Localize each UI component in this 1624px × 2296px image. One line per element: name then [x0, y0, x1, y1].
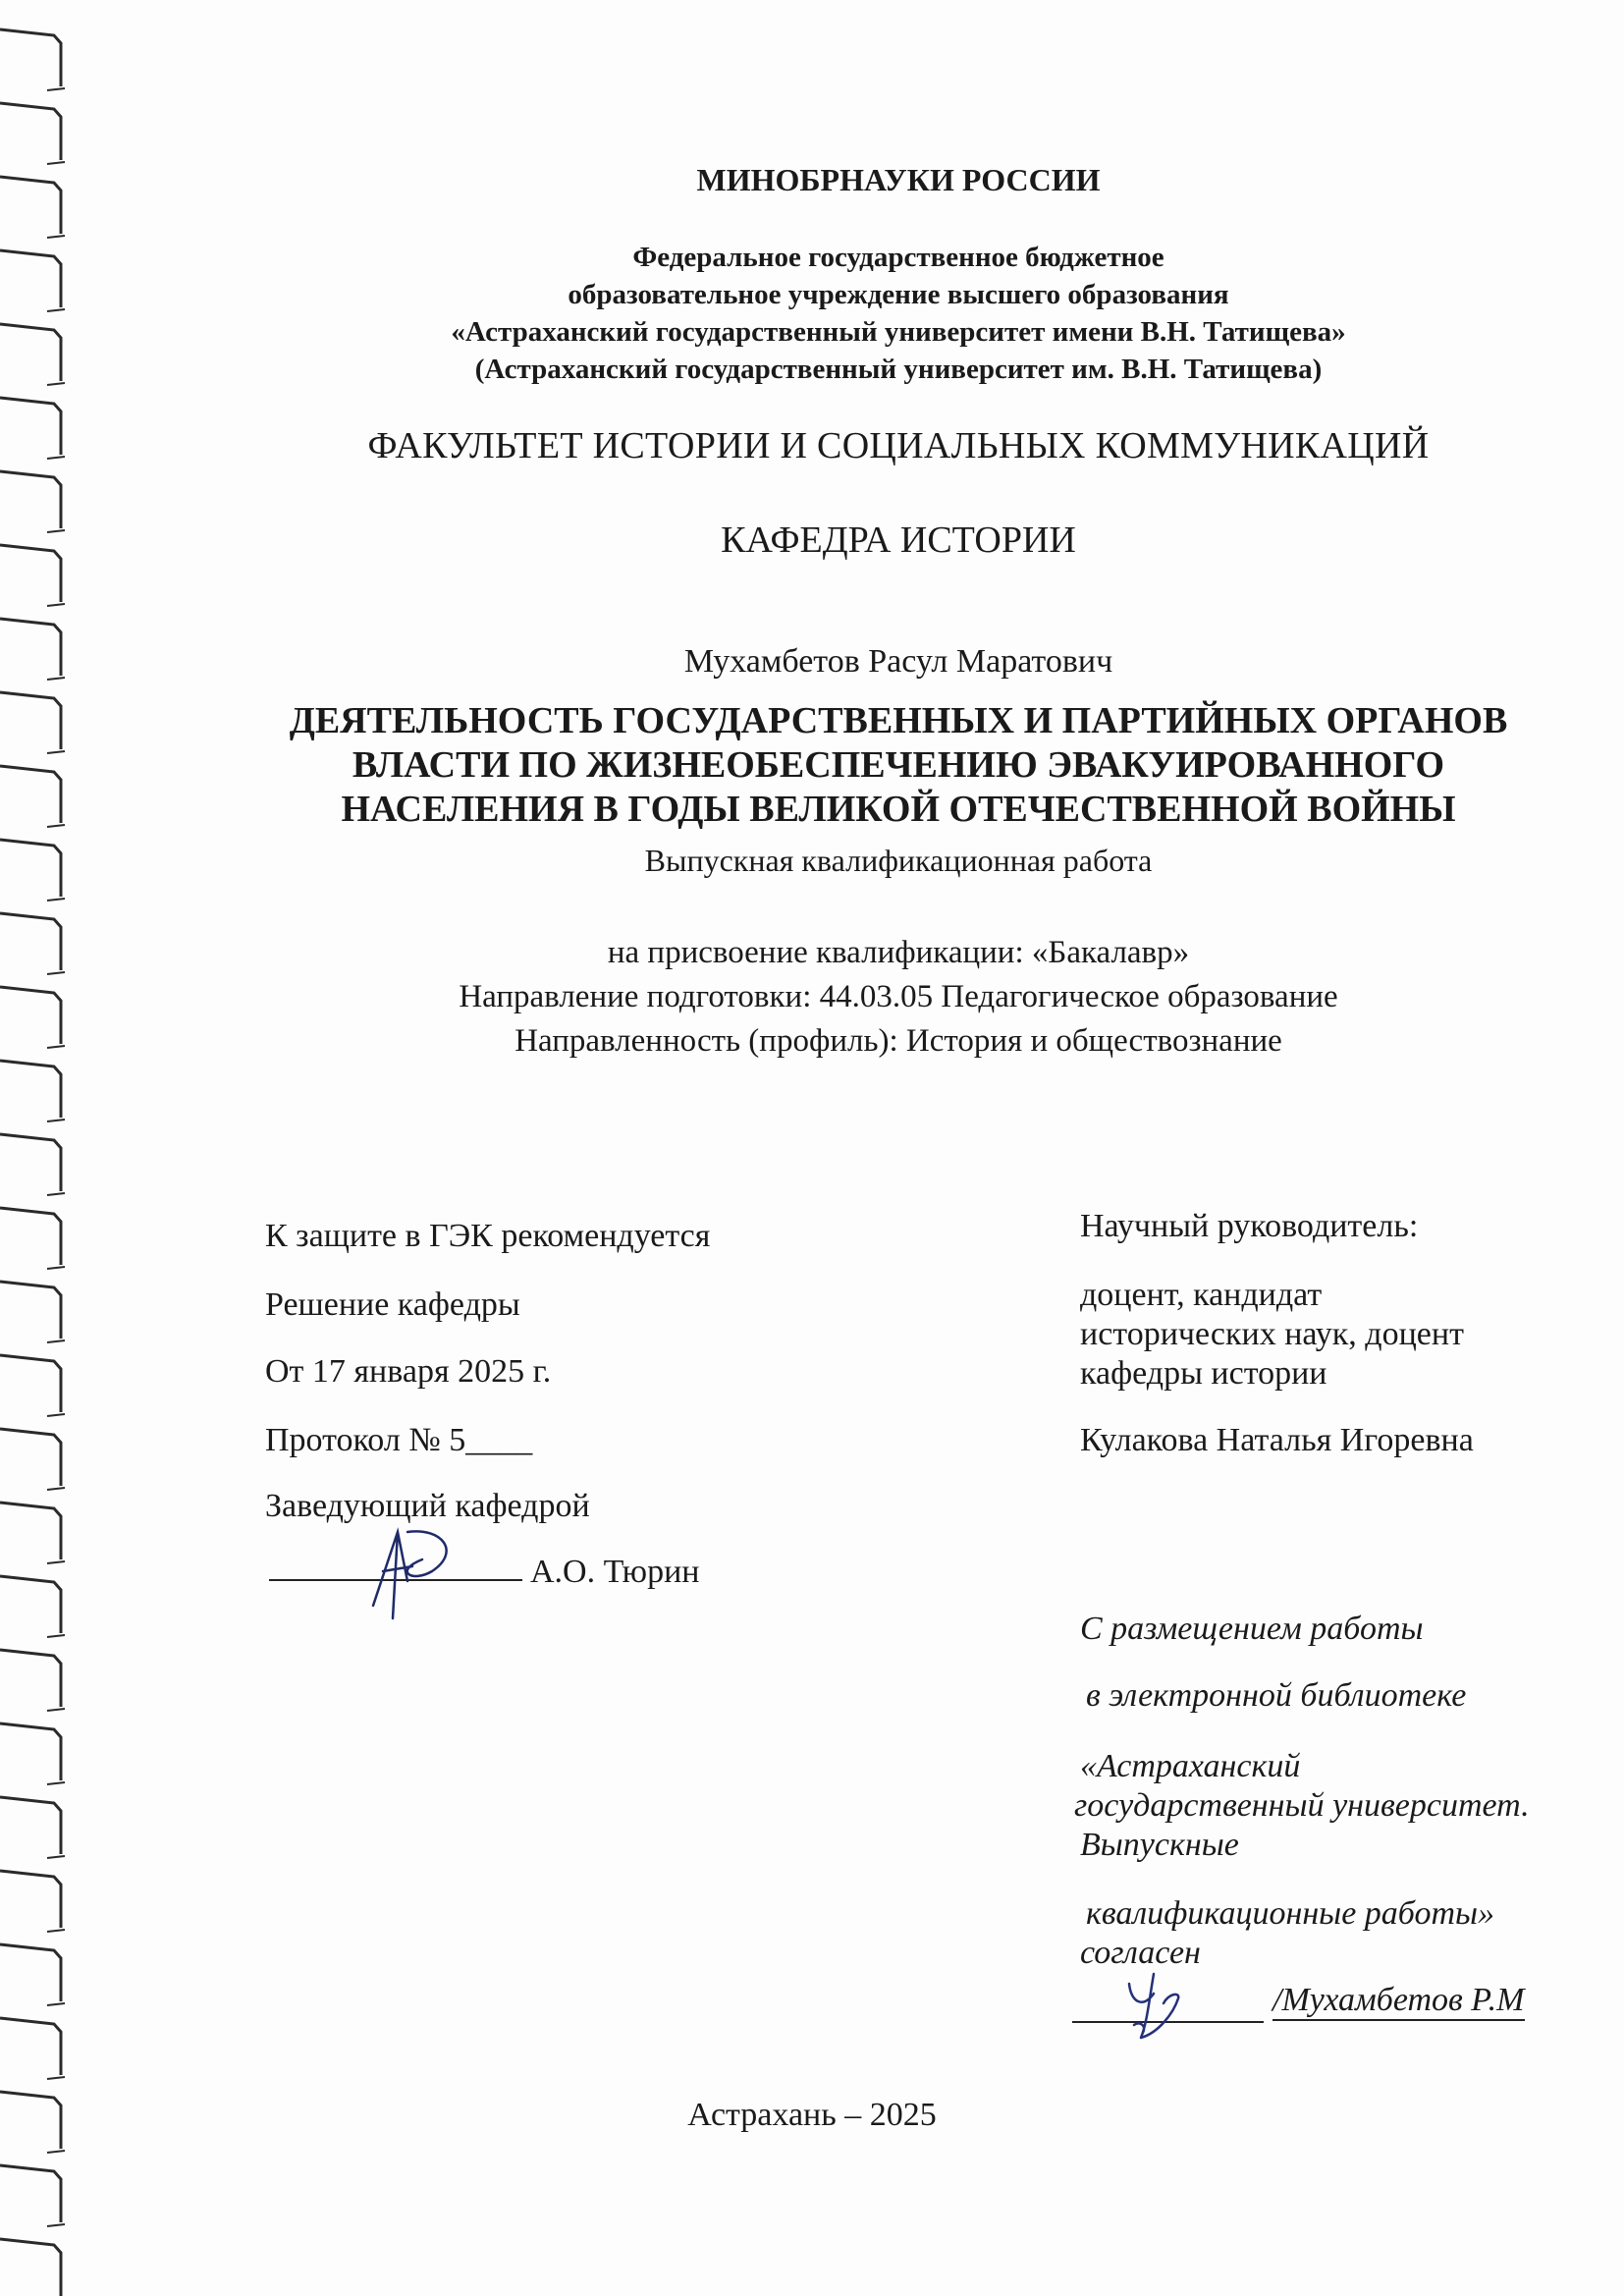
- qualification-block: [245, 931, 1551, 1064]
- binding-ring: [47, 1340, 65, 1342]
- binding-ring: [0, 103, 61, 160]
- binding-ring: [0, 398, 61, 455]
- head-label: Заведующий кафедрой: [265, 1488, 590, 1524]
- recommended-text: К защите в ГЭК рекомендуется: [265, 1218, 711, 1254]
- binding-ring: [0, 1723, 61, 1780]
- binding-ring: [47, 972, 65, 974]
- binding-ring: [0, 1503, 61, 1559]
- binding-ring: [0, 1134, 61, 1191]
- binding-ring: [47, 1414, 65, 1416]
- supervisor-name: Кулакова Наталья Игоревна: [1080, 1422, 1474, 1458]
- binding-ring: [0, 2018, 61, 2075]
- binding-ring: [47, 2077, 65, 2079]
- qualification-line: Направление подготовки: 44.03.05 Педагогическое образование: [459, 979, 1338, 1014]
- binding-ring: [47, 162, 65, 164]
- binding-ring: [47, 899, 65, 901]
- binding-ring: [47, 825, 65, 827]
- ministry-name: МИНОБРНАУКИ РОССИИ: [696, 162, 1101, 197]
- consent-line: Выпускные: [1080, 1827, 1239, 1863]
- author-signer: /Мухамбетов Р.М: [1272, 1982, 1525, 2021]
- binding-ring: [47, 1488, 65, 1490]
- qualification-line: на присвоение квалификации: «Бакалавр»: [607, 935, 1190, 970]
- binding-ring: [0, 1061, 61, 1118]
- consent-line: «Астраханский: [1080, 1748, 1301, 1784]
- binding-ring: [0, 1282, 61, 1339]
- supervisor-position: кафедры истории: [1080, 1355, 1327, 1392]
- supervisor-position: доцент, кандидат: [1080, 1277, 1323, 1313]
- place-year: Астрахань – 2025: [687, 2097, 937, 2133]
- binding-ring: [0, 1355, 61, 1412]
- binding-ring: [47, 604, 65, 606]
- head-name: А.О. Тюрин: [530, 1554, 700, 1590]
- binding-ring: [47, 2003, 65, 2005]
- supervisor-label: Научный руководитель:: [1080, 1208, 1419, 1244]
- binding-ring: [47, 457, 65, 459]
- binding-ring: [0, 2165, 61, 2222]
- author-signature: [1119, 1964, 1208, 2043]
- binding-ring: [0, 471, 61, 528]
- binding-ring: [47, 1709, 65, 1711]
- binding-ring: [47, 751, 65, 753]
- head-signature: [353, 1512, 481, 1620]
- binding-ring: [0, 766, 61, 823]
- org-line: «Астраханский государственный университет имени В.Н. Татищева»: [451, 316, 1346, 348]
- binding-ring: [47, 88, 65, 90]
- binding-ring: [0, 1429, 61, 1486]
- binding-ring: [47, 1930, 65, 1932]
- binding-ring: [0, 324, 61, 381]
- binding-ring: [0, 177, 61, 234]
- binding-ring: [0, 29, 61, 86]
- binding-ring: [0, 1576, 61, 1633]
- binding-ring: [47, 2151, 65, 2153]
- binding-ring: [0, 1871, 61, 1928]
- binding-ring: [0, 619, 61, 676]
- decision-date: От 17 января 2025 г.: [265, 1353, 552, 1390]
- org-line: (Астраханский государственный университет им. В.Н. Татищева): [474, 354, 1323, 385]
- binding-ring: [47, 1561, 65, 1563]
- binding-ring: [47, 678, 65, 680]
- binding-ring: [0, 545, 61, 602]
- binding-ring: [0, 987, 61, 1044]
- work-type: Выпускная квалификационная работа: [644, 843, 1153, 878]
- binding-ring: [47, 236, 65, 238]
- faculty-name: ФАКУЛЬТЕТ ИСТОРИИ И СОЦИАЛЬНЫХ КОММУНИКАЦИЙ: [367, 425, 1430, 466]
- binding-ring: [0, 913, 61, 970]
- title-line: ДЕЯТЕЛЬНОСТЬ ГОСУДАРСТВЕННЫХ И ПАРТИЙНЫХ ОРГАНОВ: [289, 700, 1508, 741]
- binding-ring: [47, 1782, 65, 1784]
- consent-line: С размещением работы: [1080, 1611, 1424, 1647]
- binding-ring: [0, 1944, 61, 2001]
- org-line: образовательное учреждение высшего образования: [568, 279, 1229, 310]
- organization-name: [245, 239, 1551, 388]
- protocol-number: Протокол № 5____: [265, 1422, 533, 1458]
- author-name: Мухамбетов Расул Маратович: [683, 643, 1113, 680]
- binding-ring: [0, 840, 61, 897]
- binding-ring: [47, 1193, 65, 1195]
- supervisor-position: исторических наук, доцент: [1080, 1316, 1464, 1352]
- binding-ring: [0, 1208, 61, 1265]
- qualification-line: Направленность (профиль): История и обществознание: [514, 1023, 1282, 1059]
- thesis-title: [245, 699, 1551, 832]
- binding-ring: [0, 2239, 61, 2296]
- binding-ring: [0, 1797, 61, 1854]
- department-name: КАФЕДРА ИСТОРИИ: [721, 519, 1076, 561]
- org-line: Федеральное государственное бюджетное: [632, 242, 1164, 273]
- binding-ring: [47, 1267, 65, 1269]
- binding-ring: [47, 1856, 65, 1858]
- binding-ring: [0, 692, 61, 749]
- binding-ring: [47, 530, 65, 532]
- binding-ring: [47, 2224, 65, 2226]
- consent-line: согласен: [1080, 1935, 1201, 1971]
- spiral-binding: [0, 0, 88, 2296]
- decision-text: Решение кафедры: [265, 1286, 520, 1323]
- title-line: НАСЕЛЕНИЯ В ГОДЫ ВЕЛИКОЙ ОТЕЧЕСТВЕННОЙ ВОЙНЫ: [341, 789, 1456, 830]
- binding-ring: [0, 1650, 61, 1707]
- binding-ring: [0, 250, 61, 307]
- binding-ring: [47, 1046, 65, 1048]
- title-line: ВЛАСТИ ПО ЖИЗНЕОБЕСПЕЧЕНИЮ ЭВАКУИРОВАННОГО: [352, 744, 1445, 786]
- consent-line: квалификационные работы»: [1086, 1895, 1495, 1932]
- binding-ring: [47, 309, 65, 311]
- binding-ring: [47, 383, 65, 385]
- consent-line: государственный университет.: [1074, 1787, 1530, 1824]
- binding-ring: [47, 1120, 65, 1121]
- binding-ring: [47, 1635, 65, 1637]
- consent-line: в электронной библиотеке: [1086, 1677, 1467, 1714]
